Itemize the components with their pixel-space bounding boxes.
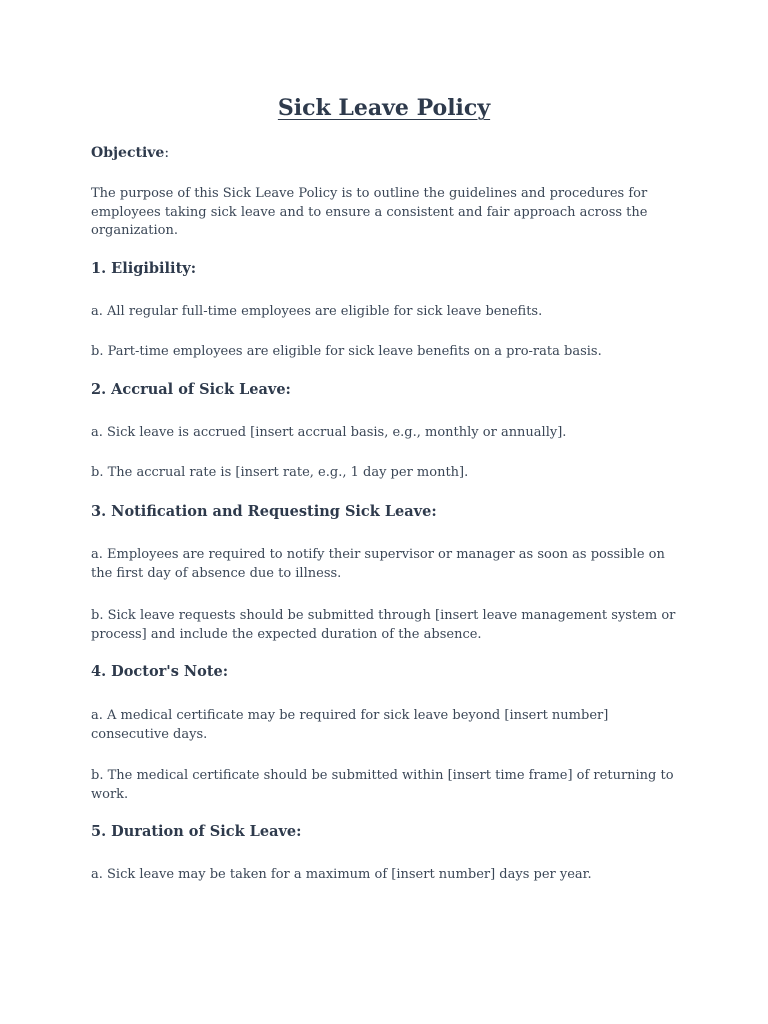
- section-item: a. Employees are required to notify their supervisor or manager as soon as possible on the first day of absence due to illness.: [91, 547, 665, 581]
- objective-label-line: [91, 144, 681, 162]
- section-item: b. Part-time employees are eligible for sick leave benefits on a pro-rata basis.: [91, 344, 602, 359]
- section-heading-doctors-note: 4. Doctor's Note:: [91, 663, 229, 680]
- section-heading-accrual: 2. Accrual of Sick Leave:: [91, 381, 291, 398]
- objective-colon: :: [164, 145, 170, 161]
- section-item: a. A medical certificate may be required for sick leave beyond [insert number] consecutive days.: [91, 708, 609, 742]
- section-heading-duration: 5. Duration of Sick Leave:: [91, 823, 302, 840]
- objective-text: The purpose of this Sick Leave Policy is to outline the guidelines and procedures for employees taking sick leave and to ensure a consistent and fair approach across the organization.: [91, 186, 648, 238]
- section-item: b. The accrual rate is [insert rate, e.g., 1 day per month].: [91, 465, 469, 480]
- section-heading-eligibility: 1. Eligibility:: [91, 260, 197, 277]
- objective-label: Objective: [91, 145, 165, 161]
- section-item: a. Sick leave may be taken for a maximum of [insert number] days per year.: [91, 867, 592, 882]
- page-title: Sick Leave Policy: [277, 95, 491, 121]
- section-item: a. Sick leave is accrued [insert accrual basis, e.g., monthly or annually].: [91, 425, 567, 440]
- section-heading-notification: 3. Notification and Requesting Sick Leave:: [91, 503, 437, 520]
- section-item: a. All regular full-time employees are eligible for sick leave benefits.: [91, 304, 543, 319]
- section-item: b. Sick leave requests should be submitted through [insert leave management system or process] and include the expected duration of the absence.: [91, 608, 676, 642]
- section-item: b. The medical certificate should be submitted within [insert time frame] of returning to work.: [91, 768, 674, 802]
